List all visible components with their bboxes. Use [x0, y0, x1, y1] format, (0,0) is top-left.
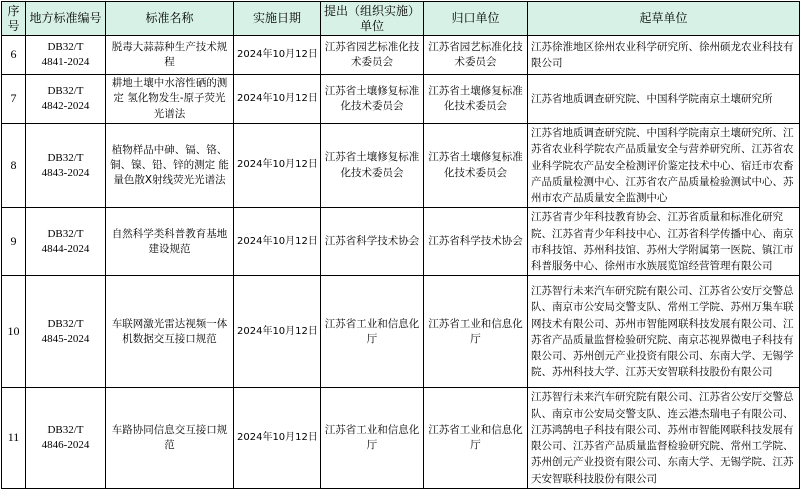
cell-standard-name: 车联网激光雷达视频一体机数据交互接口规范	[106, 276, 234, 388]
cell-date: 2024年10月12日	[234, 276, 321, 388]
cell-proposer: 江苏省土壤修复标准化技术委员会	[321, 75, 424, 124]
code-number: 4843-2024	[41, 166, 90, 179]
cell-seq: 11	[2, 388, 26, 489]
cell-owner: 江苏省土壤修复标准化技术委员会	[424, 75, 528, 124]
cell-code	[26, 124, 106, 208]
code-number: 4842-2024	[41, 100, 90, 112]
table-row	[2, 36, 800, 75]
code-number: 4841-2024	[41, 56, 90, 68]
cell-date: 2024年10月12日	[234, 388, 321, 489]
code-prefix: DB32/T	[47, 424, 84, 437]
cell-owner: 江苏省科学技术协会	[424, 208, 528, 276]
code-number: 4844-2024	[41, 242, 90, 255]
code-prefix: DB32/T	[47, 85, 84, 98]
cell-drafter: 江苏智行未来汽车研究院有限公司、江苏省公安厅交警总队、南京市公安局交警支队、连云港杰瑞电子有限公司、江苏鸿鹄电子科技有限公司、苏州市智能网联科技发展有限公司、江苏省产品质量监督检验研究院、常州工学院、苏州创元产业投资有限公司、东南大学、无锡学院、江苏天安智联科技股份有限公司	[528, 388, 800, 489]
code-prefix: DB32/T	[47, 41, 84, 54]
cell-drafter: 江苏智行未来汽车研究院有限公司、江苏省公安厅交警总队、南京市公安局交警支队、常州工学院、苏州万集车联网技术有限公司、苏州市智能网联科技发展有限公司、江苏省产品质量监督检验研究院、南京芯视界微电子科技有限公司、苏州创元产业投资有限公司、东南大学、无锡学院、苏州科技大学、江苏天安智联科技股份有限公司	[528, 276, 800, 388]
cell-owner: 江苏省园艺标准化技术委员会	[424, 36, 528, 75]
code-number: 4846-2024	[41, 439, 90, 452]
cell-standard-name: 车路协同信息交互接口规范	[106, 388, 234, 489]
cell-standard-name: 耕地土壤中水溶性硒的测定 氢化物发生-原子荧光光谱法	[106, 75, 234, 124]
header-code: 地方标准编号	[26, 2, 106, 36]
cell-proposer: 江苏省工业和信息化厅	[321, 276, 424, 388]
cell-standard-name: 自然科学类科普教育基地建设规范	[106, 208, 234, 276]
cell-seq: 9	[2, 208, 26, 276]
cell-code	[26, 208, 106, 276]
cell-standard-name: 植物样品中砷、镉、铬、铜、镍、铅、锌的测定 能量色散X射线荧光光谱法	[106, 124, 234, 208]
cell-date: 2024年10月12日	[234, 208, 321, 276]
cell-drafter: 江苏省地质调查研究院、中国科学院南京土壤研究所	[528, 75, 800, 124]
cell-seq: 6	[2, 36, 26, 75]
cell-drafter: 江苏徐淮地区徐州农业科学研究所、徐州硕龙农业科技有限公司	[528, 36, 800, 75]
code-prefix: DB32/T	[47, 151, 84, 164]
cell-seq: 10	[2, 276, 26, 388]
table-row	[2, 276, 800, 388]
table-header-row	[2, 2, 800, 36]
table-row	[2, 208, 800, 276]
cell-owner: 江苏省工业和信息化厅	[424, 388, 528, 489]
header-drafter: 起草单位	[528, 2, 800, 36]
code-number: 4845-2024	[41, 332, 90, 345]
cell-code	[26, 36, 106, 75]
cell-owner: 江苏省土壤修复标准化技术委员会	[424, 124, 528, 208]
cell-date: 2024年10月12日	[234, 75, 321, 124]
header-owner: 归口单位	[424, 2, 528, 36]
cell-proposer: 江苏省科学技术协会	[321, 208, 424, 276]
cell-seq: 8	[2, 124, 26, 208]
cell-code	[26, 276, 106, 388]
cell-proposer: 江苏省土壤修复标准化技术委员会	[321, 124, 424, 208]
cell-code	[26, 75, 106, 124]
cell-date: 2024年10月12日	[234, 124, 321, 208]
header-date: 实施日期	[234, 2, 321, 36]
cell-proposer: 江苏省工业和信息化厅	[321, 388, 424, 489]
cell-owner: 江苏省工业和信息化厅	[424, 276, 528, 388]
cell-proposer: 江苏省园艺标准化技术委员会	[321, 36, 424, 75]
header-name: 标准名称	[106, 2, 234, 36]
header-proposer: 提出（组织实施）单位	[321, 2, 424, 36]
table-row	[2, 388, 800, 489]
cell-standard-name: 脱毒大蒜蒜种生产技术规程	[106, 36, 234, 75]
cell-date: 2024年10月12日	[234, 36, 321, 75]
table-row	[2, 124, 800, 208]
header-seq: 序号	[2, 2, 26, 36]
cell-code	[26, 388, 106, 489]
code-prefix: DB32/T	[47, 228, 84, 241]
cell-drafter: 江苏省青少年科技教育协会、江苏省质量和标准化研究院、江苏省青少年科技中心、江苏省科学传播中心、南京市科技馆、苏州科技馆、苏州大学附属第一医院、镇江市科普服务中心、徐州市水族展览馆经营管理有限公司	[528, 208, 800, 276]
cell-seq: 7	[2, 75, 26, 124]
table-row	[2, 75, 800, 124]
code-prefix: DB32/T	[47, 318, 84, 331]
cell-drafter: 江苏省地质调查研究院、中国科学院南京土壤研究所、江苏省农业科学院农产品质量安全与营养研究所、江苏省农业科学院农产品安全检测评价鉴定技术中心、宿迁市农畜产品质量检测中心、江苏省农产品质量检验测试中心、苏州市农产品质量安全监测中心	[528, 124, 800, 208]
standards-table	[1, 1, 800, 489]
